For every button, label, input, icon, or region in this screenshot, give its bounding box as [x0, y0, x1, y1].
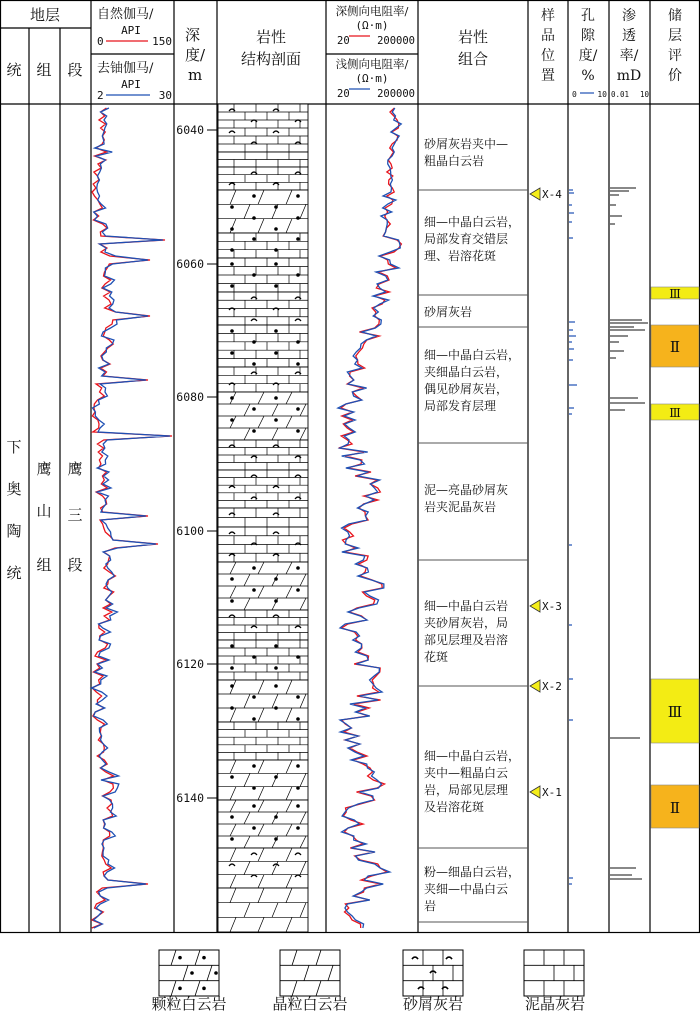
lithology-band [218, 325, 308, 367]
uranium-free-gamma-curve [91, 108, 170, 928]
strata-header: 地层 [29, 6, 61, 24]
eval-header-2: 层 [668, 28, 682, 44]
assoc-6-line-3: 及岩溶花斑 [424, 800, 485, 814]
lithology-band [218, 848, 308, 888]
assoc-header-2: 组合 [457, 50, 489, 68]
assoc-6-line-1: 夹中—粗晶白云 [424, 766, 509, 780]
lithology-band [218, 292, 308, 325]
gr-unit: API [121, 24, 141, 37]
legend-label-micrite: 泥晶灰岩 [524, 995, 586, 1013]
perm-header-1: 渗 [622, 8, 636, 24]
eval-header-3: 评 [668, 48, 682, 64]
deep-res-min: 20 [337, 35, 350, 47]
depth-tick-6080: 6080 [176, 390, 204, 404]
shallow-res-max: 200000 [377, 88, 415, 100]
deep-res-max: 200000 [377, 35, 415, 47]
lithology-band [218, 760, 308, 800]
legend-swatch-crystal [280, 950, 340, 996]
legend-label-crystal-dolomite: 晶粒白云岩 [272, 995, 348, 1013]
sample-marker-x1 [530, 786, 540, 798]
assoc-3-line-2: 偶见砂屑灰岩， [424, 382, 509, 396]
perm-header-2: 透 [622, 28, 636, 44]
sample-marker-x3 [530, 600, 540, 612]
legend-swatch-grain [159, 950, 219, 996]
lithology-band [218, 167, 308, 190]
lithology-band [218, 233, 308, 258]
legend-swatch-frag [403, 950, 463, 996]
shallow-resistivity-curve [338, 108, 401, 928]
assoc-6-line-2: 岩，局部见层理 [424, 783, 509, 797]
depth-tick-6140: 6140 [176, 791, 204, 805]
sample-header-3: 位 [541, 48, 555, 64]
porosity-header-3: 度/ [578, 48, 598, 64]
assoc-6-line-0: 细—中晶白云岩， [424, 749, 521, 763]
assoc-4-line-0: 泥—亮晶砂屑灰 [424, 483, 509, 497]
eval-header-1: 储 [668, 8, 682, 24]
depth-tick-6120: 6120 [176, 657, 204, 671]
porosity-bars [569, 190, 577, 884]
lithology-band [218, 152, 308, 167]
porosity-header-2: 隙 [581, 28, 595, 44]
deep-res-title: 深侧向电阻率/ [335, 4, 409, 18]
legend-label-grain-dolomite: 颗粒白云岩 [151, 995, 227, 1013]
lithology-band [218, 527, 308, 562]
lithology-band [218, 640, 308, 680]
assoc-7-line-0: 粉—细晶白云岩， [424, 865, 521, 879]
lithology-band [218, 610, 308, 640]
deep-res-unit: (Ω·m) [355, 19, 389, 32]
assoc-1-line-0: 细—中晶白云岩， [424, 215, 521, 229]
lithology-band [218, 680, 308, 722]
sample-label-x1: X-1 [542, 786, 562, 799]
litho-header-1: 岩性 [255, 28, 287, 46]
assoc-2-line-0: 砂屑灰岩 [424, 305, 473, 319]
assoc-4-line-1: 岩夹泥晶灰岩 [424, 500, 497, 514]
depth-tick-6060: 6060 [176, 257, 204, 271]
sample-marker-x2 [530, 680, 540, 692]
eval-header-4: 价 [668, 68, 682, 84]
sample-header-2: 品 [541, 28, 555, 44]
permeability-bars [610, 188, 648, 879]
sample-header-4: 置 [541, 68, 555, 84]
shallow-res-unit: (Ω·m) [355, 72, 389, 85]
reservoir-grade-label-5: Ⅱ [669, 799, 681, 817]
lithology-band [218, 470, 308, 508]
lithology-band [218, 190, 308, 233]
lithology-band [218, 888, 308, 932]
reservoir-grade-label-4: Ⅲ [667, 703, 683, 721]
system-header: 统 [6, 61, 22, 79]
kth-min: 2 [97, 89, 104, 102]
assoc-7-line-2: 岩 [424, 899, 437, 913]
shallow-res-title: 浅侧向电阻率/ [335, 57, 409, 71]
deep-resistivity-curve [339, 108, 402, 928]
perm-header-3: 率/ [619, 48, 639, 64]
system-char-3: 统 [6, 564, 22, 582]
formation-header: 组 [36, 61, 52, 79]
assoc-5-line-2: 部见层理及岩溶 [424, 633, 509, 647]
assoc-3-line-0: 细—中晶白云岩， [424, 348, 521, 362]
assoc-header-1: 岩性 [457, 28, 489, 46]
sample-marker-x4 [530, 188, 540, 200]
lithology-band [218, 258, 308, 292]
depth-tick-6100: 6100 [176, 524, 204, 538]
system-char-0: 下 [6, 438, 22, 456]
litho-header-2: 结构剖面 [240, 50, 302, 68]
sample-header-1: 样 [541, 8, 555, 24]
depth-tick-6040: 6040 [176, 123, 204, 137]
assoc-3-line-3: 局部发育层理 [424, 399, 497, 413]
assoc-0-line-1: 粗晶白云岩 [424, 154, 485, 168]
kth-max: 30 [158, 89, 172, 102]
assoc-1-line-1: 局部发育交错层 [424, 232, 509, 246]
depth-header-3: m [188, 66, 203, 84]
perm-max: 10 [639, 90, 649, 99]
lithology-band [218, 508, 308, 527]
perm-min: 0.01 [611, 90, 630, 99]
shallow-res-min: 20 [337, 88, 350, 100]
depth-header-1: 深 [185, 26, 201, 44]
porosity-max: 10 [597, 90, 607, 99]
legend-label-calcarenite: 砂屑灰岩 [402, 995, 464, 1013]
system-char-1: 奥 [6, 480, 22, 498]
member-char-0: 鹰 [67, 460, 83, 478]
formation-char-2: 组 [36, 556, 52, 574]
system-char-2: 陶 [6, 522, 22, 540]
lithology-band [218, 440, 308, 470]
assoc-7-line-1: 夹细—中晶白云 [424, 882, 509, 896]
depth-header-2: 度/ [185, 46, 206, 64]
kth-unit: API [121, 78, 141, 91]
gr-max: 150 [152, 35, 172, 48]
lithology-band [218, 104, 308, 152]
perm-header-4: mD [616, 68, 642, 84]
lithology-column [218, 104, 308, 932]
member-char-1: 三 [67, 506, 83, 524]
member-char-2: 段 [67, 556, 83, 574]
lithology-legend [151, 950, 585, 1013]
assoc-5-line-3: 花斑 [424, 650, 449, 664]
lithology-band [218, 367, 308, 392]
gr-title: 自然伽马/ [97, 7, 154, 22]
kth-title: 去铀伽马/ [97, 61, 154, 76]
sample-label-x3: X-3 [542, 600, 562, 613]
lithology-band [218, 562, 308, 610]
lithology-band [218, 722, 308, 760]
reservoir-grade-label-1: Ⅲ [669, 287, 681, 301]
porosity-header-4: % [581, 68, 595, 84]
assoc-0-line-0: 砂屑灰岩夹中— [424, 137, 509, 151]
reservoir-grade-label-3: Ⅲ [669, 406, 681, 420]
assoc-5-line-1: 夹砂屑灰岩，局 [424, 616, 509, 630]
formation-char-1: 山 [36, 502, 52, 520]
assoc-1-line-2: 理、岩溶花斑 [424, 249, 497, 263]
porosity-header-1: 孔 [581, 8, 595, 24]
sample-label-x4: X-4 [542, 188, 562, 201]
gr-min: 0 [97, 35, 104, 48]
lithology-band [218, 800, 308, 848]
formation-char-0: 鹰 [36, 460, 52, 478]
porosity-min: 0 [572, 90, 577, 99]
reservoir-grade-label-2: Ⅱ [669, 338, 681, 356]
legend-swatch-micrite [524, 950, 584, 996]
sample-label-x2: X-2 [542, 680, 562, 693]
assoc-5-line-0: 细—中晶白云岩 [424, 599, 509, 613]
assoc-3-line-1: 夹细晶白云岩， [424, 365, 509, 379]
member-header: 段 [67, 61, 83, 79]
lithology-band [218, 392, 308, 440]
